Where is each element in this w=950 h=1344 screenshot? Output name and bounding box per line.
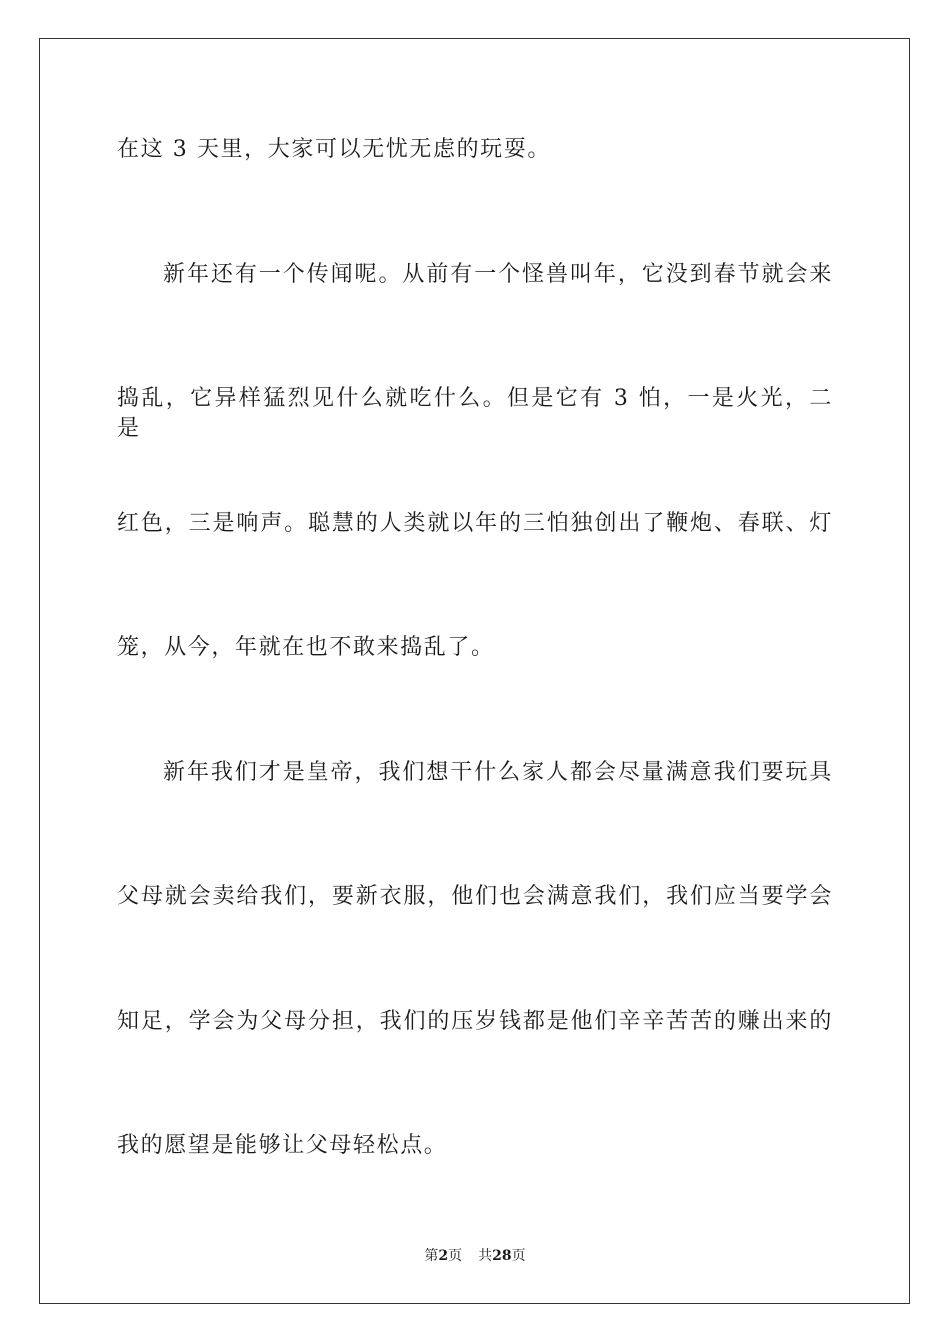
text-line-6: 新年我们才是皇帝，我们想干什么家人都会尽量满意我们要玩具 [163, 760, 833, 785]
text-line-9: 我的愿望是能够让父母轻松点。 [117, 1133, 448, 1158]
text-line-4: 红色，三是响声。聪慧的人类就以年的三怕独创出了鞭炮、春联、灯 [117, 511, 833, 536]
total-pages-number: 28 [492, 1248, 512, 1264]
text-line-3: 捣乱，它异样猛烈见什么就吃什么。但是它有 3 怕，一是火光，二是 [117, 386, 833, 441]
page-border [39, 38, 910, 1304]
page-suffix: 页 [448, 1248, 463, 1264]
total-prefix: 共 [478, 1248, 493, 1264]
page-footer [0, 1246, 950, 1266]
text-line-8: 知足，学会为父母分担，我们的压岁钱都是他们辛辛苦苦的赚出来的 [117, 1009, 833, 1034]
text-line-2: 新年还有一个传闻呢。从前有一个怪兽叫年，它没到春节就会来 [163, 262, 833, 287]
current-page-number: 2 [438, 1248, 449, 1264]
text-line-7: 父母就会卖给我们，要新衣服，他们也会满意我们，我们应当要学会 [117, 884, 833, 909]
text-line-1: 在这 3 天里，大家可以无忧无虑的玩耍。 [117, 137, 551, 162]
page-prefix: 第 [424, 1248, 439, 1264]
text-line-5: 笼，从今，年就在也不敢来捣乱了。 [117, 635, 495, 660]
total-suffix: 页 [511, 1248, 526, 1264]
